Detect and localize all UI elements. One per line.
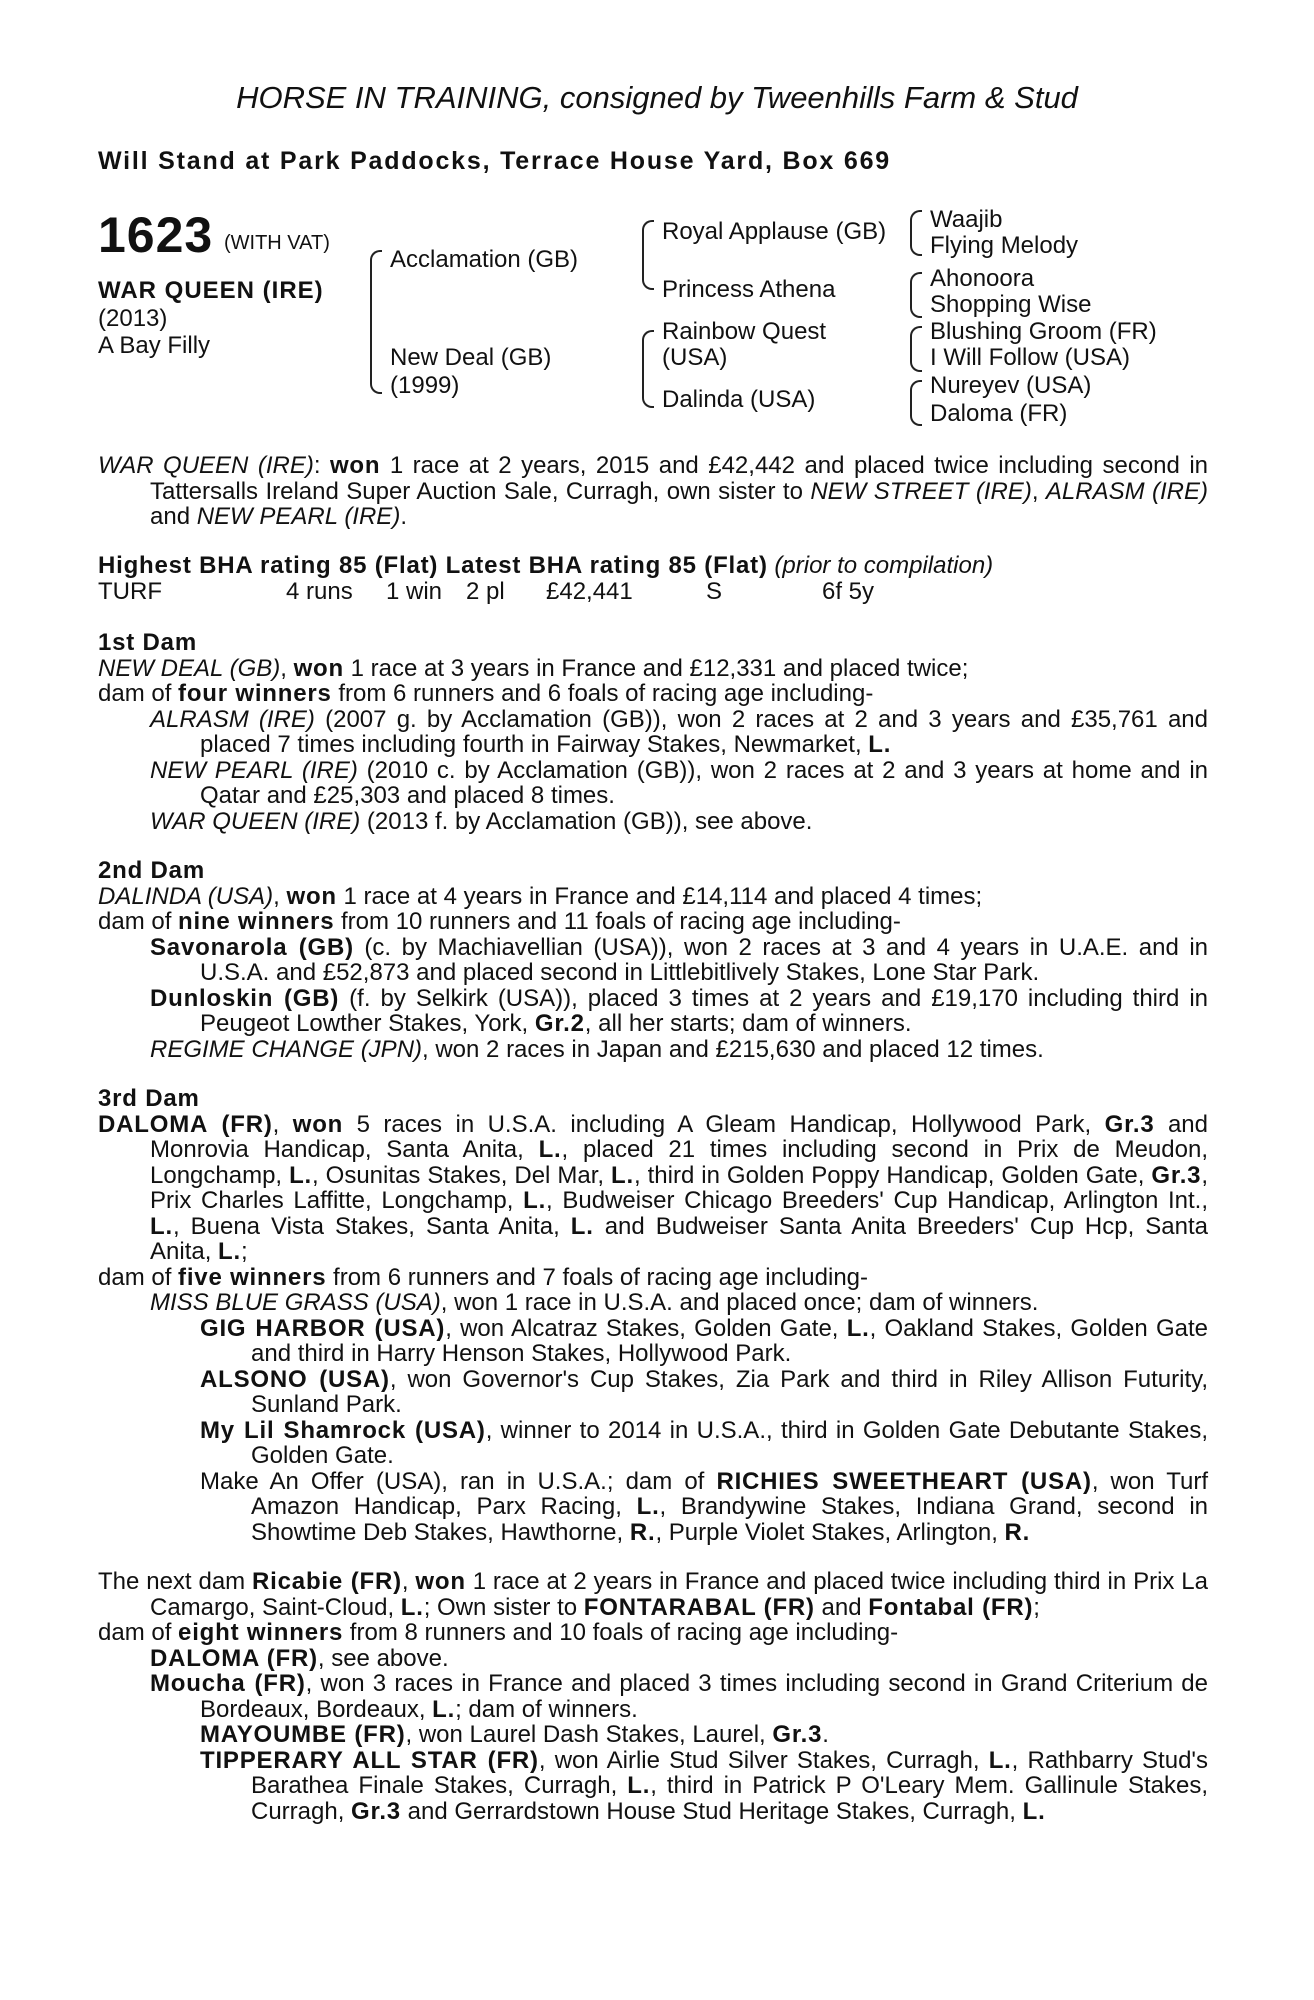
sire-sire-dam: Flying Melody [930,232,1079,259]
dam-text: ; Own sister to [423,1593,584,1621]
produce-name: WAR QUEEN (IRE) [150,807,361,835]
dam-text: ; [1033,1593,1040,1621]
horse-name: WAR QUEEN (IRE) [98,277,324,304]
produce-name: Moucha (FR) [150,1670,306,1697]
separator: . [400,503,407,530]
listed-label: L. [988,1746,1012,1774]
restricted-label: R. [629,1518,656,1546]
won-label: won [415,1568,466,1595]
produce-text: (c. by Machiavellian (USA)), won 2 races at 3 and 4 years in U.A.E. and in U.S.A. and £52,873 and placed second in Littlebitlively Stakes, Lone Star Park. [200,933,1208,986]
produce-name: MISS BLUE GRASS (USA) [150,1289,441,1316]
produce-name: NEW PEARL (IRE) [150,756,358,784]
produce-text: ; dam of winners. [455,1695,638,1723]
produce-text: dam of [98,908,179,935]
dam-line: DALINDA (USA), won 1 race at 4 years in France and £14,114 and placed 4 times; [98,882,983,910]
pedigree-brace [910,326,922,372]
dam-name: DALINDA (USA) [98,882,274,910]
section-heading: 1st Dam [98,629,197,656]
produce-line [98,681,1208,707]
listed-label: L. [611,1161,634,1189]
sibling-ref: FONTARABAL (FR) [583,1593,815,1621]
produce-entry [98,1290,1208,1316]
race-record-summary [98,453,1208,530]
produce-name: GIG HARBOR (USA) [200,1314,446,1342]
produce-name: RICHIES SWEETHEART (USA) [716,1467,1092,1495]
produce-name: Savonarola (GB) [150,933,354,961]
dam-dam-dam: Daloma (FR) [930,400,1068,427]
produce-text: , third in Patrick P O'Leary Mem. Gallinule Stakes, Curragh, [251,1772,1209,1825]
produce-text: , all her starts; dam of winners. [584,1010,912,1037]
won-label: won [292,1110,344,1138]
restricted-label: R. [1004,1518,1031,1546]
produce-text: , won 3 races in France and placed 3 times including second in Grand Criterium de Bordeaux, Bordeaux, [200,1670,1208,1723]
listed-label: L. [289,1161,313,1189]
surface: TURF [98,577,162,605]
places: 2 pl [466,577,505,605]
location-line: Will Stand at Park Paddocks, Terrace House Yard, Box 669 [98,147,891,175]
grand-produce-entry [98,1722,1208,1748]
produce-entry [98,986,1208,1037]
produce-text: (2007 g. by Acclamation (GB)), won 2 races at 2 and 3 years and £35,761 and placed 7 times including fourth in Fairway Stakes, Newmarket, [200,705,1209,758]
produce-text: from 10 runners and 11 foals of racing age including- [334,908,901,935]
produce-text: , won Airlie Stud Silver Stakes, Curragh, [538,1746,989,1774]
produce-text: , won Turf Amazon Handicap, Parx Racing, [251,1467,1209,1520]
produce-text: (2010 c. by Acclamation (GB)), won 2 races at 2 and 3 years at home and in Qatar and £25,303 and placed 8 times. [200,756,1209,809]
winners-count: eight winners [178,1619,344,1646]
dam-line [98,1569,1208,1620]
winners-count: four winners [178,680,332,707]
third-dam-section [98,1086,1208,1545]
produce-text: dam of [98,1619,179,1646]
dam-text: and [814,1593,869,1621]
separator: , [401,1568,416,1595]
produce-text: , Brandywine Stakes, Indiana Grand, second in Showtime Deb Stakes, Hawthorne, [251,1493,1208,1546]
section-heading: 2nd Dam [98,857,205,884]
dam-line: DALOMA (FR), won 5 races in U.S.A. including A Gleam Handicap, Hollywood Park, Gr.3 and Monrovia Handicap, Santa Anita, L., placed 21 times including second in Prix de Meudon, Longchamp, L., Osunitas Stakes, Del Mar, L., third in Golden Poppy Handicap, Golden Gate, Gr.3, Prix Charles Laffitte, Longchamp, L., Budweiser Chicago Breeders' Cup Handicap, Arlington Int., L., Buena Vista Stakes, Santa Anita, L. and Budweiser Santa Anita Breeders' Cup Hcp, Santa Anita, L.; [98,1110,1209,1265]
dam-sire: Rainbow Quest [662,318,827,345]
horse-ref: WAR QUEEN (IRE) [98,452,314,479]
dam-sire-sire: Blushing Groom (FR) [930,318,1157,345]
produce-entry [98,1646,1208,1672]
produce-text: (f. by Selkirk (USA)), placed 3 times at 2 years and £19,170 including third in Peugeot Lowther Stakes, York, [200,984,1209,1037]
pedigree-brace [910,380,922,426]
grand-produce-entry [98,1367,1208,1418]
dam-line: NEW DEAL (GB), won 1 race at 3 years in France and £12,331 and placed twice; [98,654,969,682]
produce-text: , Rathbarry Stud's Barathea Finale Stakes, Curragh, [251,1746,1208,1799]
dam: New Deal (GB) [390,344,552,371]
listed-label: L. [218,1238,241,1265]
winners-count: nine winners [178,908,335,935]
produce-text: dam of [98,680,179,707]
produce-name: ALSONO (USA) [200,1365,390,1393]
produce-entry [98,1671,1208,1722]
listed-label: L. [868,731,892,758]
vat-note: (WITH VAT) [224,232,330,254]
dam-text: , third in Golden Poppy Handicap, Golden Gate, [633,1161,1152,1189]
dam-text: , Budweiser Chicago Breeders' Cup Handicap, Arlington Int., [546,1187,1209,1214]
group-label: Gr.3 [1151,1161,1202,1189]
produce-text: from 6 runners and 6 foals of racing age including- [331,680,874,707]
lot-number: 1623 [98,207,214,263]
group-label: Gr.2 [534,1010,585,1037]
rating-text: Highest BHA rating 85 (Flat) Latest BHA rating 85 (Flat) [98,552,768,579]
listed-label: L. [1022,1797,1046,1825]
sibling-ref: Fontabal (FR) [868,1593,1034,1621]
produce-entry [98,935,1208,986]
dam-text: and Budweiser Santa Anita Breeders' Cup Hcp, Santa Anita, [150,1212,1208,1265]
listed-label: L. [523,1187,547,1214]
dam-name: NEW DEAL (GB) [98,654,281,682]
listed-label: L. [432,1695,456,1723]
dam-text: , Buena Vista Stakes, Santa Anita, [172,1212,571,1240]
dam-year: (1999) [390,372,460,399]
next-dam-section [98,1569,1208,1824]
produce-text: , won 2 races in Japan and £215,630 and placed 12 times. [422,1035,1044,1063]
produce-entry [98,1037,1208,1063]
dam-sire-dam: I Will Follow (USA) [930,344,1131,371]
rating-line [98,553,1208,579]
produce-text: from 8 runners and 10 foals of racing age including- [343,1619,899,1646]
produce-text: , won Laurel Dash Stakes, Laurel, [405,1721,773,1748]
produce-text: , see above. [317,1644,449,1672]
produce-text: , Oakland Stakes, Golden Gate and third in Harry Henson Stakes, Hollywood Park. [251,1314,1208,1367]
produce-name: TIPPERARY ALL STAR (FR) [200,1746,539,1774]
form-row [98,579,1208,605]
first-dam-section [98,630,1208,834]
produce-line [98,1265,1208,1291]
group-label: Gr.3 [351,1797,401,1825]
produce-text: and Gerrardstown House Stud Heritage Stakes, Curragh, [400,1797,1023,1825]
second-dam-section [98,858,1208,1062]
grand-produce-entry [98,1748,1208,1825]
rating-section [98,553,1208,604]
rating-note: (prior to compilation) [774,552,994,579]
dam-name: DALOMA (FR) [98,1110,273,1138]
produce-entry [98,809,1208,835]
pedigree-brace [910,272,922,318]
sibling-ref: ALRASM (IRE) [1045,477,1208,505]
pedigree-brace [910,210,922,256]
wins: 1 win [386,577,443,605]
listed-label: L. [400,1593,424,1621]
listed-label: L. [627,1772,651,1799]
prize-money: £42,441 [546,577,633,605]
separator: and [150,503,197,530]
separator: , [1031,477,1046,505]
dam-text: 5 races in U.S.A. including A Gleam Handicap, Hollywood Park, [343,1110,1105,1138]
produce-name: REGIME CHANGE (JPN) [150,1035,423,1063]
grand-produce-entry [98,1316,1208,1367]
produce-entry [98,758,1208,809]
produce-entry [98,707,1208,758]
sire: Acclamation (GB) [390,246,579,273]
produce-name: MAYOUMBE (FR) [200,1721,406,1748]
dam-text: and Monrovia Handicap, Santa Anita, [150,1110,1208,1163]
produce-line [98,909,1208,935]
dam-name: Ricabie (FR) [252,1568,402,1595]
summary-paragraph: WAR QUEEN (IRE): won 1 race at 2 years, 2015 and £42,442 and placed twice including second in Tattersalls Ireland Super Auction Sale, Curragh, own sister to NEW STREET (IRE), ALRASM (IRE) and NEW PEARL (IRE). [98,452,1209,530]
dam-dam: Dalinda (USA) [662,386,816,413]
pedigree-brace [370,250,382,394]
produce-text: , winner to 2014 in U.S.A., third in Golden Gate Debutante Stakes, Golden Gate. [251,1416,1208,1469]
produce-name: DALOMA (FR) [150,1644,318,1672]
produce-name: My Lil Shamrock (USA) [200,1416,486,1444]
produce-line [98,1620,1208,1646]
sibling-ref: NEW STREET (IRE) [810,477,1032,505]
dam-text: , Prix Charles Laffitte, Longchamp, [150,1161,1208,1214]
horse-description: A Bay Filly [98,332,211,359]
produce-text: (2013 f. by Acclamation (GB)), see above. [360,807,813,835]
produce-text: , won 1 race in U.S.A. and placed once; dam of winners. [440,1289,1039,1316]
pedigree-brace [642,220,654,290]
dam-text: , Osunitas Stakes, Del Mar, [312,1161,612,1189]
produce-text: , Purple Violet Stakes, Arlington, [655,1518,1005,1546]
sire-dam-dam: Shopping Wise [930,291,1092,318]
won-label: won [293,654,344,682]
dam-text: 1 race at 3 years in France and £12,331 and placed twice; [343,654,969,682]
listed-label: L. [636,1493,660,1520]
won-label: won [286,882,337,910]
produce-text: , won Alcatraz Stakes, Golden Gate, [445,1314,847,1342]
listed-label: L. [846,1314,870,1342]
sire-dam-sire: Ahonoora [930,265,1035,292]
grand-produce-entry [98,1418,1208,1469]
winners-count: five winners [178,1263,327,1291]
sibling-ref: NEW PEARL (IRE) [196,503,401,530]
going: S [706,577,723,605]
foaling-year: (2013) [98,305,168,332]
produce-text: . [822,1721,829,1748]
produce-text: dam of [98,1263,179,1291]
summary-text: 1 race at 2 years, 2015 and £42,442 and placed twice including second in Tattersalls Ireland Super Auction Sale, Curragh, own sister to [150,452,1209,505]
dam-sire-country: (USA) [662,344,728,371]
listed-label: L. [570,1212,594,1240]
dam-text: 1 race at 4 years in France and £14,114 and placed 4 times; [336,882,983,910]
produce-text: from 6 runners and 7 foals of racing age including- [326,1263,869,1291]
runs: 4 runs [286,577,353,605]
dam-dam-sire: Nureyev (USA) [930,372,1092,399]
sire-sire-sire: Waajib [930,206,1003,233]
produce-text: Make An Offer (USA), ran in U.S.A.; dam of [200,1467,717,1495]
group-label: Gr.3 [772,1721,823,1748]
produce-text: , won Governor's Cup Stakes, Zia Park and third in Riley Allison Futurity, Sunland Park. [251,1365,1209,1418]
dam-text: The next dam [98,1568,253,1595]
dam-text: , placed 21 times including second in Prix de Meudon, Longchamp, [150,1136,1208,1189]
produce-name: ALRASM (IRE) [150,705,315,733]
pedigree-brace [642,330,654,408]
sire-dam: Princess Athena [662,276,836,303]
grand-produce-entry [98,1469,1208,1546]
page-title: HORSE IN TRAINING, consigned by Tweenhills Farm & Stud [236,80,1078,115]
sire-sire: Royal Applause (GB) [662,218,887,245]
listed-label: L. [538,1136,562,1163]
dam-text: 1 race at 2 years in France and placed twice including third in Prix La Camargo, Saint-Cloud, [150,1568,1208,1621]
dam-text: ; [240,1238,248,1265]
produce-name: Dunloskin (GB) [150,984,340,1012]
distance: 6f 5y [822,577,875,605]
listed-label: L. [150,1212,173,1240]
group-label: Gr.3 [1104,1110,1155,1138]
section-heading: 3rd Dam [98,1085,200,1112]
won-label: won [329,452,381,479]
